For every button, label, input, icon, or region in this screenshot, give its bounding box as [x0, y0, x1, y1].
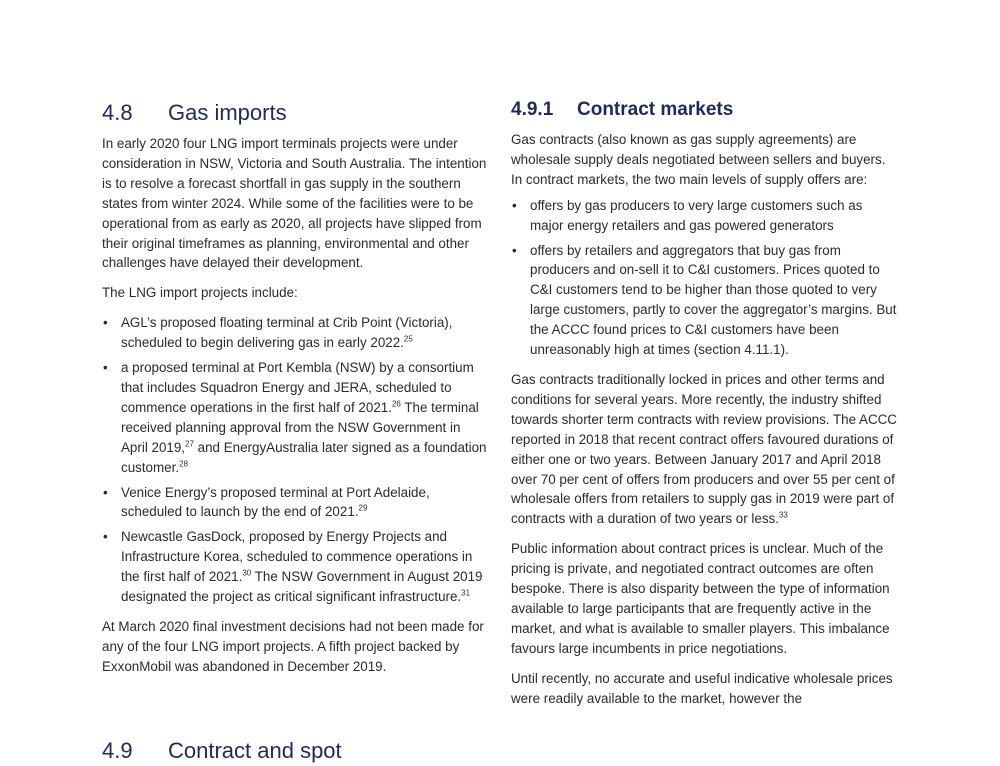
list-item: • Newcastle GasDock, proposed by Energy Projects and Infrastructure Korea, scheduled to commence operations in the first half of 2021.30 The NSW Government in August 2019 designated the project as critical significant infrastructure.$^{31}$ [102, 527, 488, 607]
list-item: • offers by gas producers to very large customers such as major energy retailers and gas powered generators [511, 196, 897, 236]
investment-decisions-paragraph: At March 2020 final investment decisions had not been made for any of the four LNG import projects. A fifth project backed by ExxonMobil was abandoned in December 2019. [102, 618, 484, 674]
contract-markets-intro-paragraph: Gas contracts (also known as gas supply agreements) are wholesale supply deals negotiated between sellers and buyers. In contract markets, the two main levels of supply offers are: [511, 132, 886, 187]
lng-projects-list [102, 313, 488, 607]
list-item: • offers by retailers and aggregators that buy gas from producers and on-sell it to C&I customers. Prices quoted to C&I customers tend to be higher than those quoted to very large customers, partly to cover the aggregator’s margins. But the ACCC found prices to C&I customers have been unreasonably high at times (section 4.11.1). [511, 241, 897, 360]
section-heading-gas-imports: 4.8 Gas imports [102, 100, 287, 125]
indicative-prices-paragraph: Until recently, no accurate and useful indicative wholesale prices were readily available to the market, however the [511, 670, 893, 706]
list-item: • AGL’s proposed floating terminal at Crib Point (Victoria), scheduled to begin delivering gas in early 2022.25 [102, 313, 488, 353]
gas-imports-intro-paragraph: In early 2020 four LNG import terminals projects were under consideration in NSW, Victoria and South Australia. The intention is to resolve a forecast shortfall in gas supply in the southern states from winter 2024. While some of the facilities were to be operational from as early as 2020, all projects have slipped from their original timeframes as planning, environmental and other challenges have delayed their development. [102, 136, 487, 271]
list-item: • Venice Energy’s proposed terminal at Port Adelaide, scheduled to launch by the end of 2021.29 [102, 483, 488, 523]
right-column [511, 98, 897, 718]
lng-projects-lead-paragraph: The LNG import projects include: [102, 285, 298, 301]
subsection-heading-contract-markets: 4.9.1 Contract markets [511, 99, 734, 120]
contract-duration-paragraph: Gas contracts traditionally locked in prices and other terms and conditions for several years. More recently, the industry shifted towards shorter term contracts with review provisions. The ACCC reported in 2018 that recent contract offers favoured durations of either one or two years. Between January 2017 and April 2018 over 70 per cent of offers from producers and over 55 per cent of wholesale offers from retailers to supply gas in 2019 were part of contracts with a duration of two years or less.$^{33}$ [511, 371, 897, 527]
left-column [102, 98, 488, 687]
list-item: • a proposed terminal at Port Kembla (NSW) by a consortium that includes Squadron Energy and JERA, scheduled to commence operations in the first half of 2021.26 The terminal received planning approval from the NSW Government in April 2019,27 and EnergyAustralia later signed as a foundation customer.$^{28}$ [102, 358, 488, 477]
contract-price-information-paragraph: Public information about contract prices is unclear. Much of the pricing is private, and negotiated contract outcomes are often bespoke. There is also disparity between the type of information available to large participants that are frequently active in the market, and what is available to smaller players. This imbalance favours large incumbents in price negotiations. [511, 541, 890, 656]
supply-offer-levels-list [511, 196, 897, 360]
section-heading-contract-and-spot: 4.9 Contract and spot [102, 738, 342, 763]
